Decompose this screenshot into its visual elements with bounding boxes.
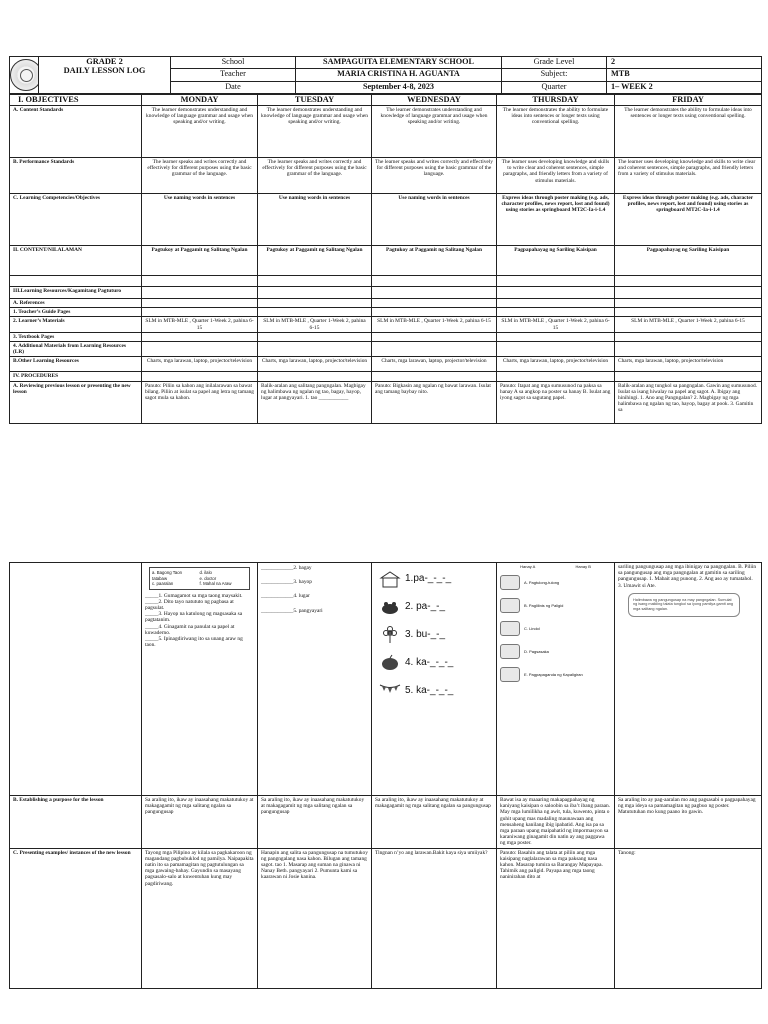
cell: Pagtukoy at Paggamit ng Salitang Ngalan (372, 246, 497, 276)
match-item (500, 598, 611, 613)
monday-worksheet (142, 563, 258, 796)
cell: Panuto: Bigkasin ang ngalan ng bawat larawan. Isulat ang tamang baybay nito. (372, 381, 497, 423)
date-label: Date (171, 81, 296, 93)
cell: Panuto: Basahin ang talata at piliin ang mga kaisipang naglalarawan sa mga paksang nasa kahon. Masarap tumira sa Barangay Mapayapa. Tahimik ang paligid. Payapa ang mga taong naninirahan dito at (497, 848, 615, 988)
cell: The learner speaks and writes correctly and effectively for different purposes using the basic grammar of the language. (142, 158, 258, 194)
teacher-value: MARIA CRISTINA H. AGUANTA (296, 69, 502, 81)
cell: SLM in MTB-MLE , Quarter 1-Week 2, pahina 6-15 (497, 317, 615, 332)
item: _____2. Dito tayo natututo ng pagbasa at pagsulat. (145, 598, 234, 611)
row-label: 4. Additional Materials from Learning Resources (LR) (10, 342, 142, 357)
day-friday: FRIDAY (615, 95, 762, 106)
poster-icon (500, 667, 520, 682)
row-label: C. Learning Competencies/Objectives (10, 194, 142, 246)
deped-seal (10, 57, 39, 94)
row-label: 2. Learner’s Materials (10, 317, 142, 332)
option: a. Bagong Taon (152, 570, 183, 575)
cell: Charts, mga larawan, laptop, projector/television (258, 357, 372, 372)
item: ____________3. hayop (261, 579, 312, 586)
cell: The learner demonstrates the ability to formulate ideas into sentences or longer texts using conventional spelling. (615, 106, 762, 158)
cell: Pagtukoy at Paggamit ng Salitang Ngalan (142, 246, 258, 276)
textbook-row (10, 332, 762, 341)
cell: Sa araling ito, ikaw ay inaasahang makatutukoy at makagagamit ng mga salitang ngalan sa pangungusap (258, 796, 372, 849)
day-monday: MONDAY (142, 95, 258, 106)
row-label: B. Performance Standards (10, 158, 142, 194)
note-bubble: Halimbawa ng pangungusap na may pangngalan. Sumulat ng isang maikling talata tungkol sa iyong pamilya gamit ang mga salitang ngalan. (628, 593, 740, 617)
option: e. doctor (199, 575, 217, 581)
choices-box (149, 567, 250, 590)
item: _____5. Ipinagdiriwang ito sa unang araw ng taon. (145, 635, 243, 649)
spacer-row (10, 276, 762, 287)
competencies-row (10, 194, 762, 246)
item-text: E. Pagpapaganda ng Kapaligiran (524, 672, 583, 678)
subject-value: MTB (607, 69, 762, 81)
lesson-log-page-2 (9, 562, 761, 989)
grade-title: GRADE 2 (86, 57, 123, 66)
lr-row (10, 342, 762, 357)
day-tuesday: TUESDAY (258, 95, 372, 106)
cell: Panuto: Itapat ang mga sumusunod na paksa sa hanay A sa angkop na poster sa hanay B. Isulat ang iyong sagot sa sagutang papel. (497, 381, 615, 423)
cell: The learner speaks and writes correctly and effectively for different purposes using the basic grammar of the language. (258, 158, 372, 194)
item-text: 1.pa-_-_-_ (405, 573, 452, 584)
cell: Sa araling ito, ikaw ay inaasahang makatutukoy at makagagamit ng mga salitang ngalan sa pangungusap (142, 796, 258, 849)
cell: Pagtukoy at Paggamit ng Salitang Ngalan (258, 246, 372, 276)
poster-icon (500, 644, 520, 659)
picture-item (379, 654, 493, 672)
objectives-table (9, 94, 762, 424)
row-label: B.Other Learning Resources (10, 357, 142, 372)
cell: Tayong mga Pilipino ay kilala sa pagkakaroon ng magandang pagbubuklod ng pamilya. Naipapakita natin ito sa pamamagitan ng pagtutulungan sa mga gawaing-bahay. Gayundin sa masayang pagsasalo-salo at kuwentuhan kung may pagdiriwang. (142, 848, 258, 988)
cell: Charts, mga larawan, laptop, projector/television (142, 357, 258, 372)
subject-label: Subject: (502, 69, 607, 81)
cell: The learner demonstrates understanding and knowledge of language grammar and usage when speaking and/or writing. (372, 106, 497, 158)
quarter-label: Quarter (502, 81, 607, 93)
banderitas-icon (379, 682, 401, 700)
cell: Tingnan n’yo ang larawan.Bakit kaya siya umiiyak? (372, 848, 497, 988)
cell: Sa araling ito ay pag-aaralan mo ang pagsasabi o pagpapahayag ng mga ideya sa pamamagitan ng pagbuo ng poster. Matututuhan mo kung paano ito gawin. (615, 796, 762, 849)
grade-level-value: 2 (607, 57, 762, 69)
cell: Use naming words in sentences (372, 194, 497, 246)
row-label: A. Reviewing previous lesson or presenting the new lesson (10, 381, 142, 423)
option: c. paaralan (152, 581, 174, 586)
item: ____________5. pangyayari (261, 607, 323, 614)
log-title: DAILY LESSON LOG (63, 66, 146, 75)
teacher-label: Teacher (171, 69, 296, 81)
objectives-heading: I. OBJECTIVES (10, 95, 142, 106)
resources-row (10, 287, 762, 299)
cell: Balik-aralan ang tungkol sa pangngalan. Gawin ang sumusunod. Isulat sa isang hiwalay na papel ang sagot. A. Ibigay ang hinihingi. 1. Ano ang Pangngalan? 2. Magbigay ng mga halimbawa ng ngalan ng tao, hayop, bagay at pook. 3. Gamitin sa (615, 381, 762, 423)
row-label: B. Establishing a purpose for the lesson (10, 796, 142, 849)
school-value: SAMPAGUITA ELEMENTARY SCHOOL (296, 57, 502, 69)
row-label: IV. PROCEDURES (10, 372, 142, 381)
row-label: 3. Textbook Pages (10, 332, 142, 341)
column-heads (500, 564, 611, 570)
establish-row (10, 796, 762, 849)
head-a: Hanay A (520, 564, 536, 569)
cell: Panuto: Piliin sa kahon ang inilalarawan sa bawat bilang. Piliin at isulat sa papel ang letra ng tamang sagot mula sa kahon. (142, 381, 258, 423)
cell: The learner uses developing knowledge and skills to write clear and coherent sentences, simple paragraphs, and friendly letters from a variety of stimulus materials. (497, 158, 615, 194)
cell: Use naming words in sentences (142, 194, 258, 246)
match-item (500, 575, 611, 590)
item-text: A. Pagtulong-tulong (524, 580, 560, 586)
school-label: School (171, 57, 296, 69)
other-resources-row (10, 357, 762, 372)
cell: Bawat isa ay maaaring makapagpahayag ng kaniyang kaisipan o saloobin sa iba’t ibang paraan. May mga lumilikha ng awit, tula, kuwento, pinta o guhit upang mas madaling maunawaan ang mensaheng kanilang ibig ipabatid. Ang isa pa sa mga paraan upang maipahatid ng impormasyon sa karaniwang ginagamit din natin ay ang paggawa ng mga poster. (497, 796, 615, 849)
item: _____3. Hayop na katulong ng magsasaka sa pagtatanim. (145, 611, 243, 624)
cell: Charts, mga larawan, laptop, projector/television (497, 357, 615, 372)
row-label: II. CONTENT/NILALAMAN (10, 246, 142, 276)
poster-icon (500, 598, 520, 613)
thursday-worksheet (497, 563, 615, 796)
option: d. ilalo (199, 570, 212, 575)
poster-icon (500, 621, 520, 636)
lm-row (10, 317, 762, 332)
item-text: C. Lindol (524, 626, 540, 632)
tuesday-worksheet (258, 563, 372, 796)
worksheet-row (10, 563, 762, 796)
picture-item (379, 598, 493, 616)
option: f. Mahal na Araw (199, 581, 232, 586)
cell: Tanong: (615, 848, 762, 988)
item: ____________4. lugar (261, 593, 310, 600)
friday-continued: sariling pangungusap ang mga ibinigay na pangngalan. B. Piliin sa pangungusap ang mga pangngalan at gamitin sa sariling pangungusap. 1. Mabait ang punong. 2. Ang aso ay tumatahol. 3. Umawit si Ate. (618, 564, 757, 589)
content-standards-row (10, 106, 762, 158)
row-label: III.Learning Resources/Kagamitang Pagtuturo (10, 287, 142, 299)
frog-icon (379, 598, 401, 616)
day-thursday: THURSDAY (497, 95, 615, 106)
match-item (500, 644, 611, 659)
row-label: A. References (10, 299, 142, 308)
cell: The learner uses developing knowledge and skills to write clear and coherent sentences, simple paragraphs, and friendly letters from a variety of stimulus materials. (615, 158, 762, 194)
cell: Hanapin ang salita sa pangungusap na tumutukoy ng pangngalang nasa kahon. Bilugan ang tamang sagot. tao 1. Masarap ang suman na ginawa ni Nanay Beth. pangyayari 2. Pumunta kami sa kaarawan ni Josie kanina. (258, 848, 372, 988)
item: ____________2. bagay (261, 565, 312, 571)
item-text: 2. pa-_-_ (405, 601, 446, 612)
header-table (9, 56, 762, 94)
cell: Pagpapahayag ng Sariling Kaisipan (497, 246, 615, 276)
poster-icon (500, 575, 520, 590)
cell: Express ideas through poster making (e.g. ads, character profiles, news report, lost and found) using stories as springboard MT2C-Ia-i-1.4 (615, 194, 762, 246)
seal-icon (10, 59, 39, 91)
head-b: Hanay B (575, 564, 591, 569)
cell: The learner demonstrates understanding and knowledge of language grammar and usage when speaking and/or writing. (258, 106, 372, 158)
cell: The learner speaks and writes correctly and effectively for different purposes using the basic grammar of the language. (372, 158, 497, 194)
quarter-value: 1– WEEK 2 (607, 81, 762, 93)
cell: Express ideas through poster making (e.g. ads, character profiles, news report, lost and found) using stories as springboard MT2C-Ia-i-1.4 (497, 194, 615, 246)
cell: Charts, mga larawan, laptop, projector/television (615, 357, 762, 372)
flower-icon (379, 626, 401, 644)
cell: SLM in MTB-MLE , Quarter 1-Week 2, pahina 6-15 (372, 317, 497, 332)
tg-row (10, 308, 762, 317)
row-label: A. Content Standards (10, 106, 142, 158)
cell: Use naming words in sentences (258, 194, 372, 246)
squash-icon (379, 654, 401, 672)
match-item (500, 667, 611, 682)
title-cell (39, 57, 171, 94)
grade-level-label: Grade Level (502, 57, 607, 69)
day-wednesday: WEDNESDAY (372, 95, 497, 106)
date-value: September 4-8, 2023 (296, 81, 502, 93)
presenting-row (10, 848, 762, 988)
item-text: D. Pagsasaka (524, 649, 549, 655)
wednesday-worksheet (372, 563, 497, 796)
cell: The learner demonstrates the ability to formulate ideas into sentences or longer texts using conventional spelling. (497, 106, 615, 158)
item: _____1. Gumagamot sa mga taong maysakit. (145, 592, 243, 599)
procedures-row (10, 372, 762, 381)
procedures-table (9, 562, 762, 989)
cell: SLM in MTB-MLE , Quarter 1-Week 2, pahina 6-15 (258, 317, 372, 332)
cell: Pagpapahayag ng Sariling Kaisipan (615, 246, 762, 276)
item-text: 3. bu-_-_ (405, 629, 446, 640)
picture-item (379, 682, 493, 700)
row-label: C. Presenting examples/ instances of the new lesson (10, 848, 142, 988)
house-icon (379, 570, 401, 588)
content-row (10, 246, 762, 276)
performance-standards-row (10, 158, 762, 194)
item-text: 5. ka-_-_-_ (405, 685, 454, 696)
picture-item (379, 570, 493, 588)
match-item (500, 621, 611, 636)
cell: Sa araling ito, ikaw ay inaasahang makatutukoy at makagagamit ng mga salitang ngalan sa pangungusap (372, 796, 497, 849)
picture-item (379, 626, 493, 644)
item: _____4. Ginagamit na panulat sa papel at kuwaderno. (145, 623, 235, 636)
friday-worksheet (615, 563, 762, 796)
option: tatabaw (152, 575, 168, 581)
item-text: 4. ka-_-_-_ (405, 657, 454, 668)
row-label: 1. Teacher’s Guide Pages (10, 308, 142, 317)
cell: The learner demonstrates understanding and knowledge of language grammar and usage when speaking and/or writing. (142, 106, 258, 158)
lesson-log-page-1 (9, 56, 761, 424)
cell: SLM in MTB-MLE , Quarter 1-Week 2, pahina 6-15 (142, 317, 258, 332)
item-text: B. Paglilinis ng Paligid (524, 603, 564, 609)
cell: SLM in MTB-MLE , Quarter 1-Week 2, pahina 6-15 (615, 317, 762, 332)
cell: Charts, mga larawan, laptop, projector/television (372, 357, 497, 372)
references-row (10, 299, 762, 308)
cell: Balik-aralan ang salitang pangngalan. Magbigay ng halimbawa ng ngalan ng tao, bagay, hayop, lugar at pangyayari. 1. tao ___________ (258, 381, 372, 423)
review-row (10, 381, 762, 423)
